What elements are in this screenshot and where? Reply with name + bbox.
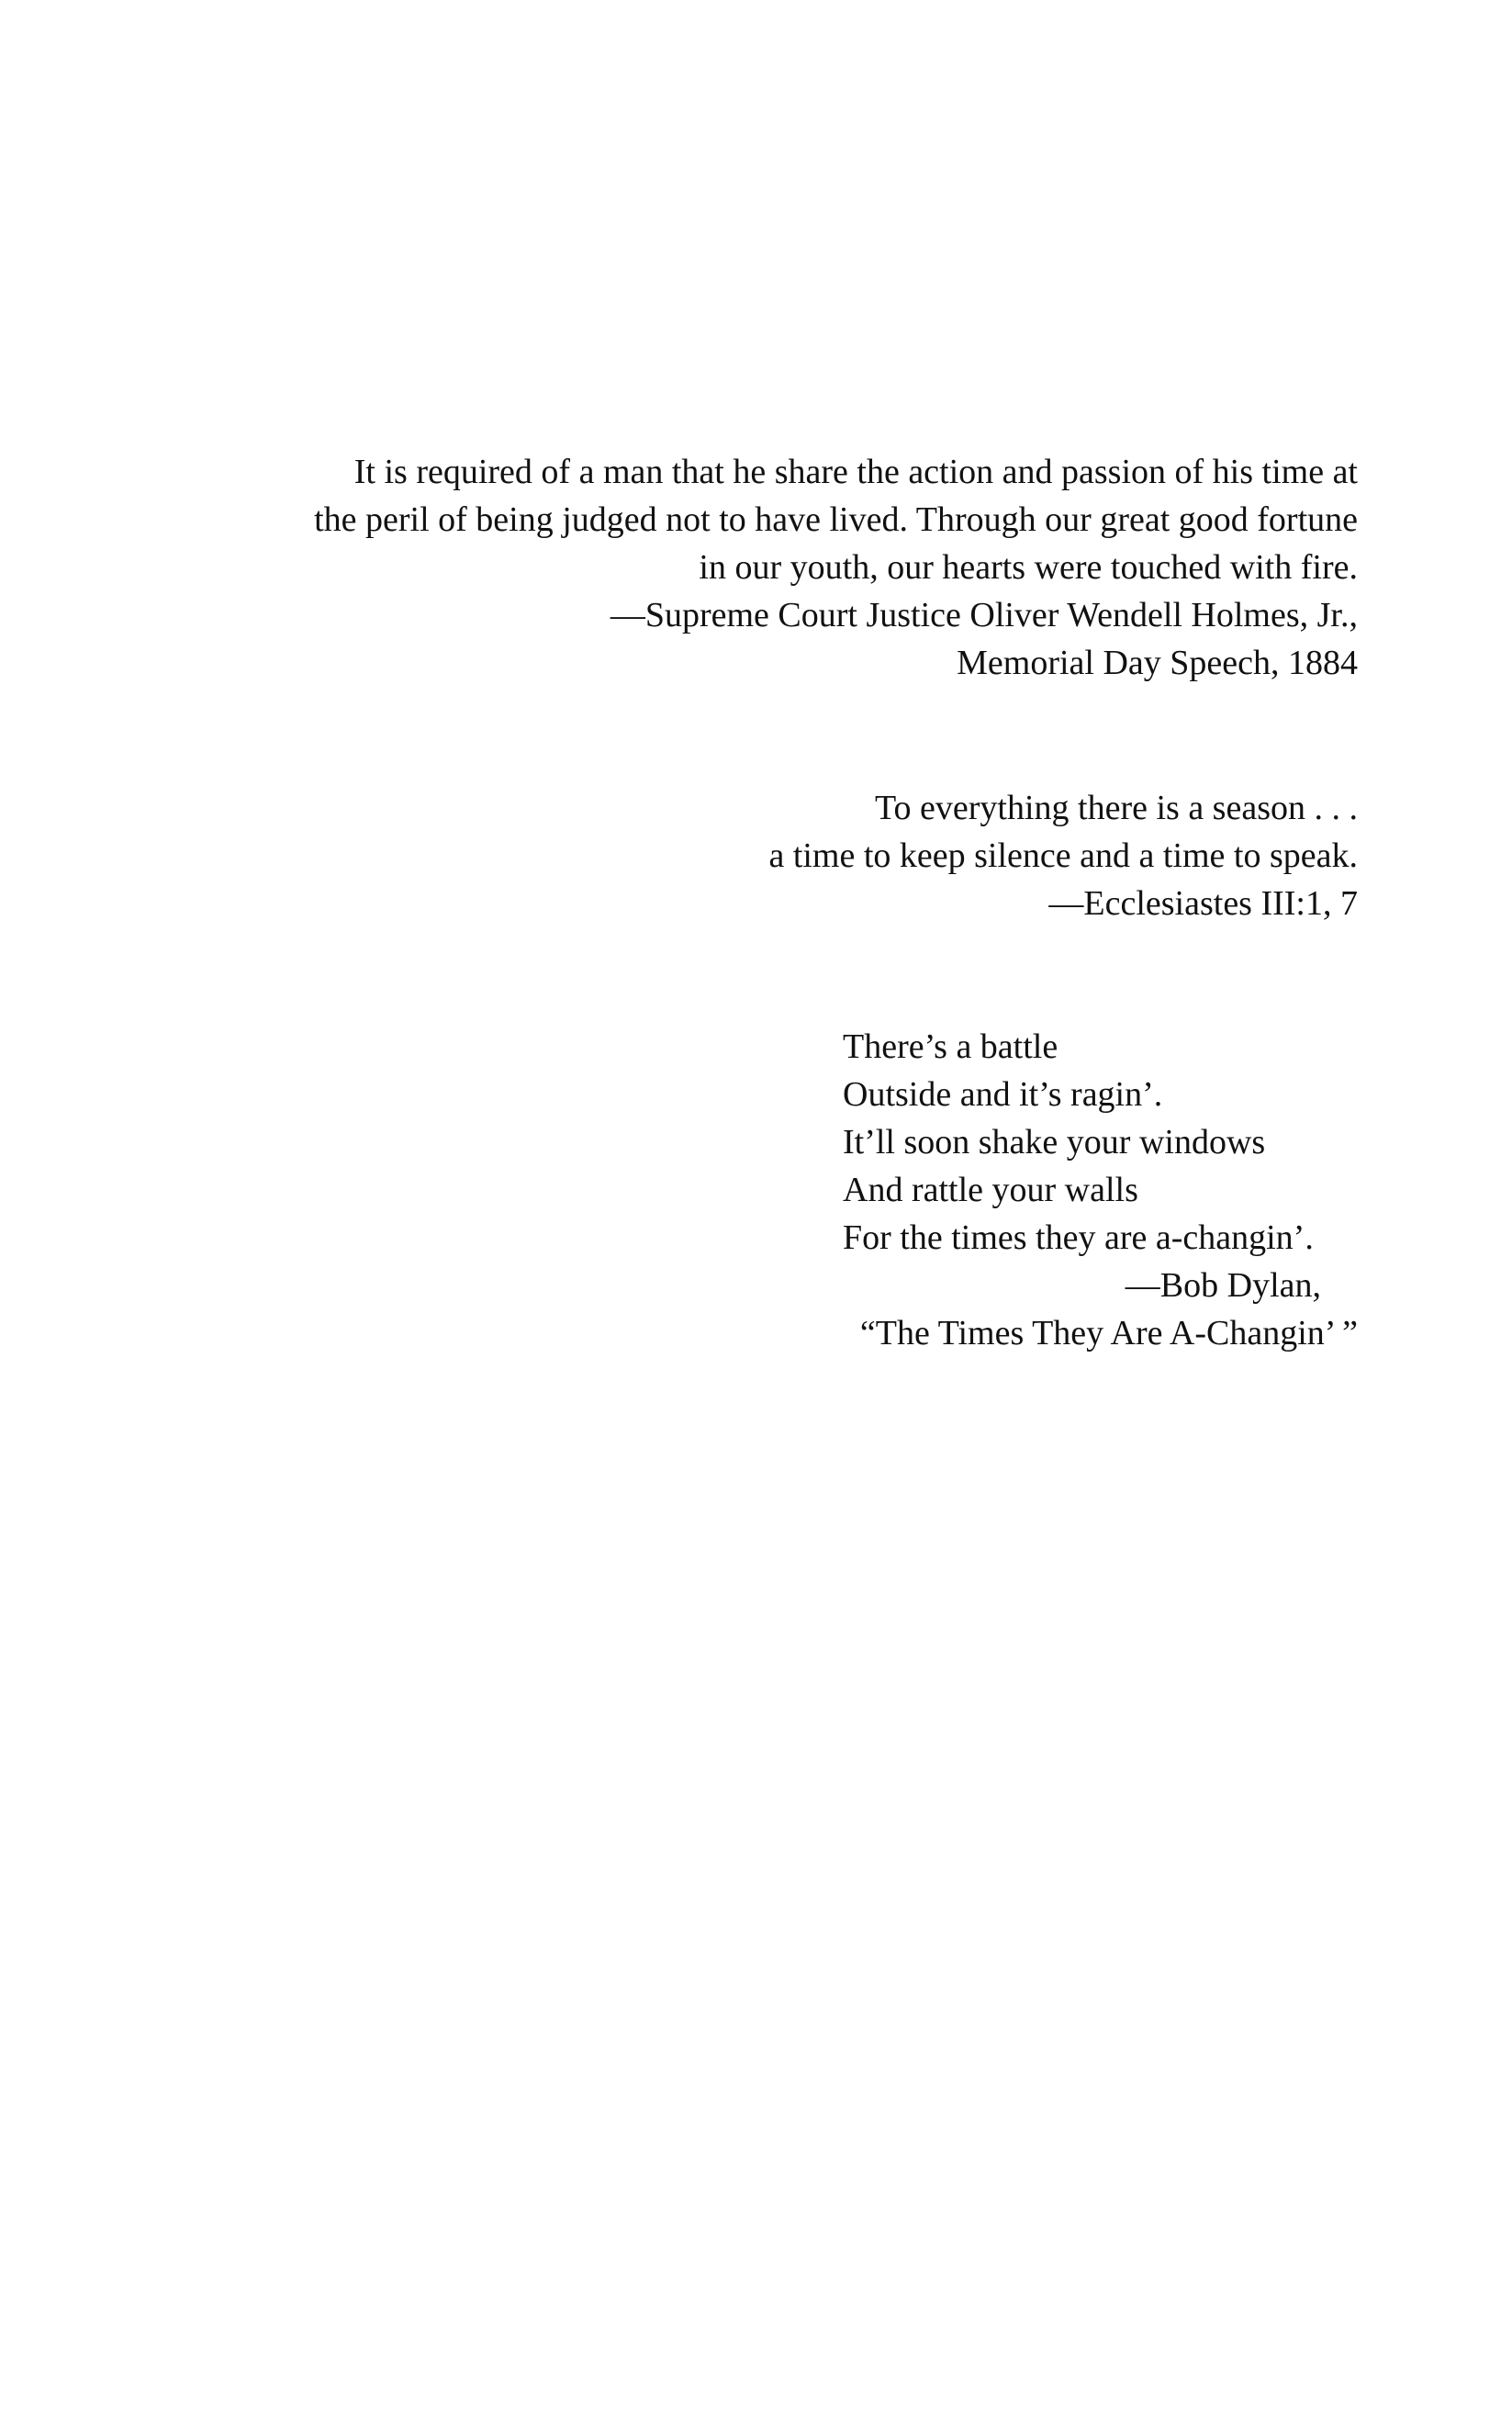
holmes-quote-line: the peril of being judged not to have lived. Through our great good fortune: [314, 500, 1358, 539]
dylan-lyric-line: Outside and it’s ragin’.: [843, 1075, 1163, 1114]
dylan-lyric-line: And rattle your walls: [843, 1171, 1138, 1209]
ecclesiastes-quote-line: To everything there is a season . . .: [874, 789, 1358, 827]
holmes-attribution: —Supreme Court Justice Oliver Wendell Holmes, Jr.,: [610, 596, 1358, 634]
ecclesiastes-quote-line: a time to keep silence and a time to speak.: [768, 836, 1358, 875]
dylan-attribution-source: “The Times They Are A-Changin’ ”: [859, 1314, 1358, 1352]
ecclesiastes-attribution: —Ecclesiastes III:1, 7: [1048, 884, 1358, 923]
holmes-attribution-source: Memorial Day Speech, 1884: [957, 644, 1358, 682]
holmes-quote-line: in our youth, our hearts were touched with fire.: [699, 548, 1358, 587]
dylan-lyric-line: For the times they are a-changin’.: [843, 1218, 1314, 1257]
dylan-lyric-line: There’s a battle: [843, 1027, 1058, 1066]
dylan-lyric-line: It’ll soon shake your windows: [843, 1123, 1266, 1162]
dylan-attribution: —Bob Dylan,: [1125, 1266, 1321, 1305]
holmes-quote-line: It is required of a man that he share the action and passion of his time at: [353, 453, 1358, 491]
